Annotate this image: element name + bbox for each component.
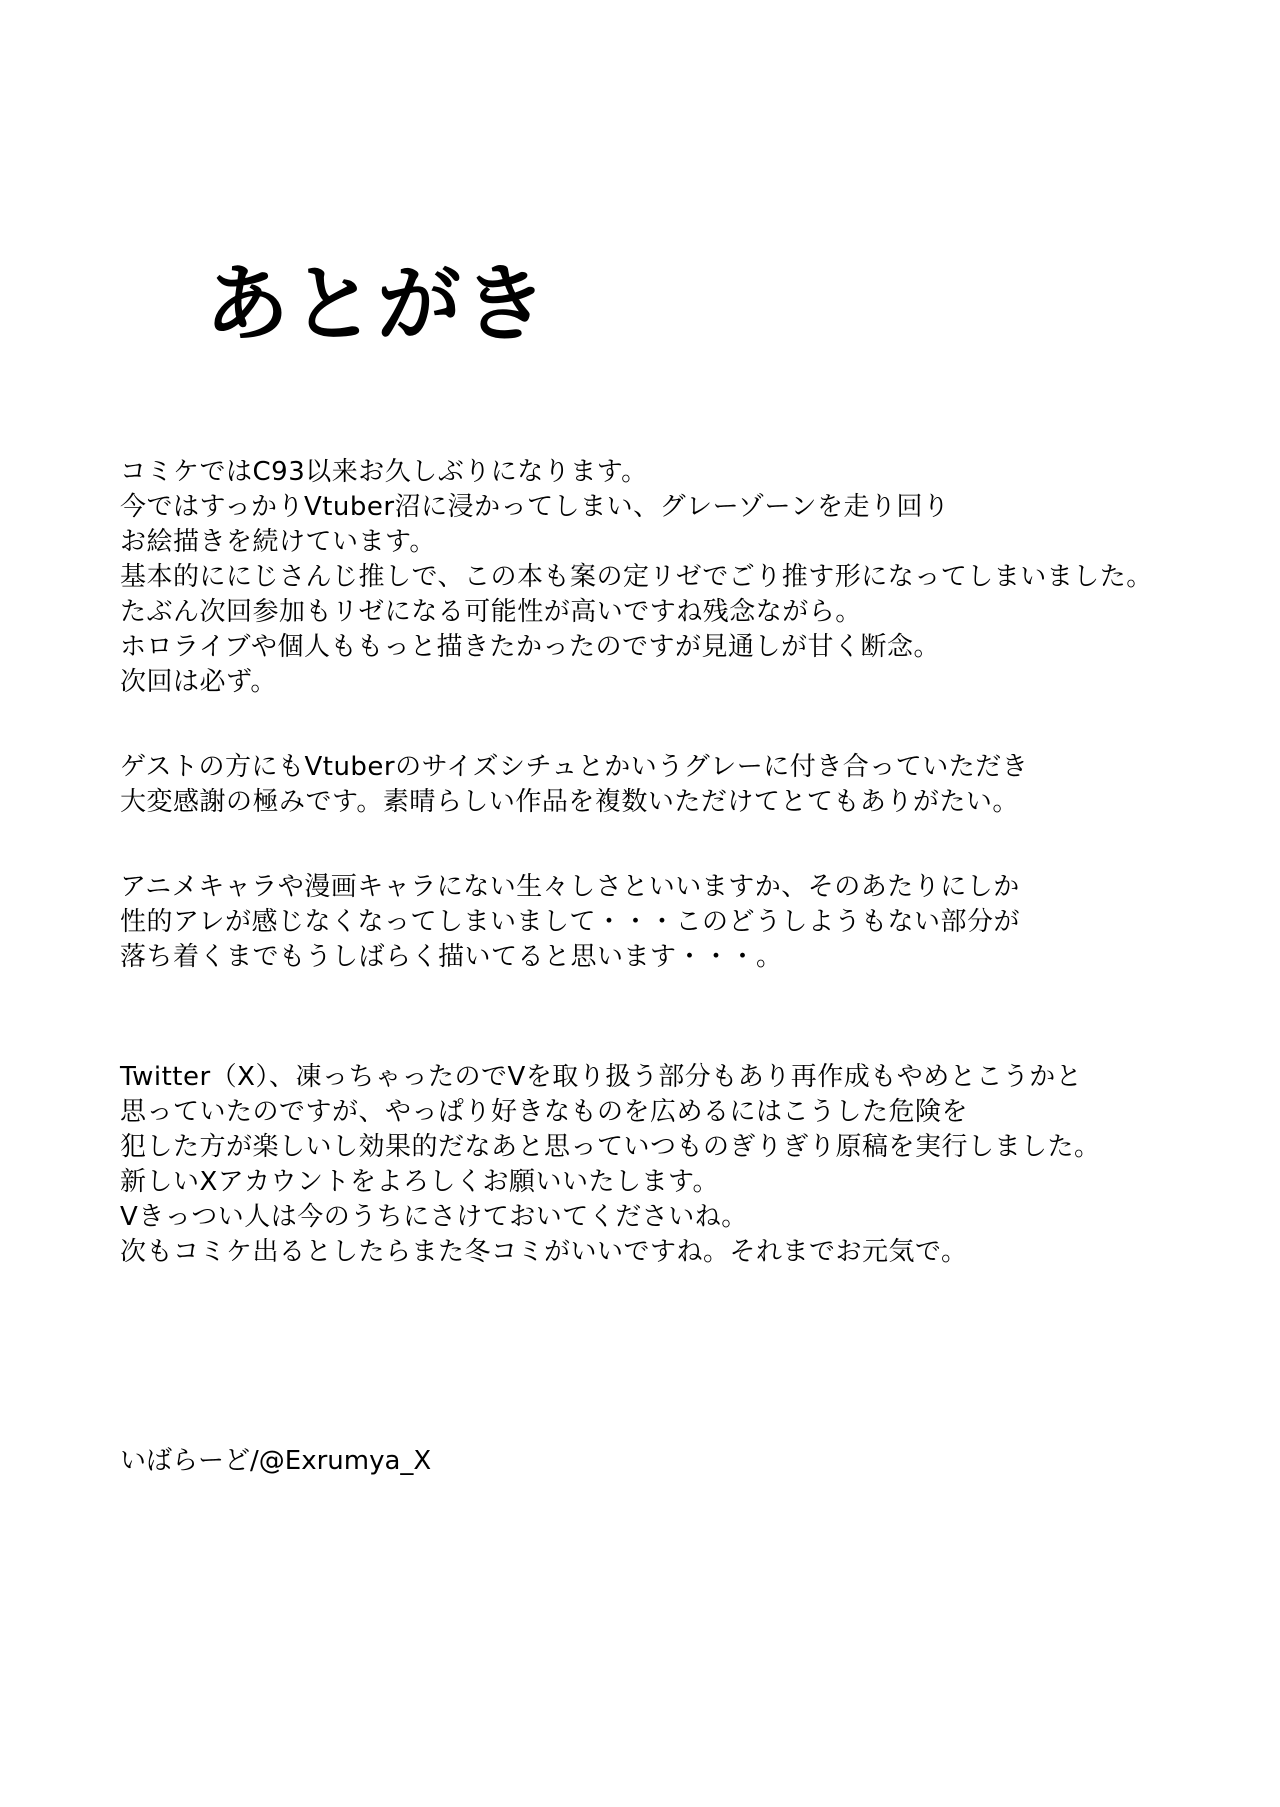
page-title: あとがき <box>205 255 550 353</box>
text-line: Vきっつい人は今のうちにさけておいてくださいね。 <box>120 1202 748 1232</box>
text-line: お絵描きを続けています。 <box>120 527 436 557</box>
text-line: 性的アレが感じなくなってしまいまして・・・このどうしようもない部分が <box>120 907 1020 937</box>
text-line: 犯した方が楽しいし効果的だなあと思っていつものぎりぎり原稿を実行しました。 <box>120 1132 1101 1162</box>
paragraph-4 <box>120 1060 1230 1270</box>
text-line: 落ち着くまでもうしばらく描いてると思います・・・。 <box>120 942 783 972</box>
text-line: Twitter（X）、凍っちゃったのでVを取り扱う部分もあり再作成もやめとこうかと <box>120 1062 1083 1092</box>
paragraph-1 <box>120 455 1230 700</box>
text-line: 基本的ににじさんじ推しで、この本も案の定リゼでごり推す形になってしまいました。 <box>120 562 1153 592</box>
text-line: 次回は必ず。 <box>120 667 277 697</box>
text-line: 大変感謝の極みです。素晴らしい作品を複数いただけてとてもありがたい。 <box>120 787 1019 817</box>
text-line: 新しいXアカウントをよろしくお願いいたします。 <box>120 1167 719 1197</box>
paragraph-3 <box>120 870 1230 975</box>
text-line: コミケではC93以来お久しぶりになります。 <box>120 457 648 487</box>
text-line: 今ではすっかりVtuber沼に浸かってしまい、グレーゾーンを走り回り <box>120 492 950 522</box>
text-line: ゲストの方にもVtuberのサイズシチュとかいうグレーに付き合っていただき <box>120 752 1029 782</box>
text-line: ホロライブや個人ももっと描きたかったのですが見通しが甘く断念。 <box>120 632 940 662</box>
text-line: たぶん次回参加もリゼになる可能性が高いですね残念ながら。 <box>120 597 862 627</box>
author-signature: いばらーど/@Exrumya_X <box>120 1446 432 1476</box>
paragraph-2 <box>120 750 1230 820</box>
text-line: アニメキャラや漫画キャラにない生々しさといいますか、そのあたりにしか <box>120 872 1020 902</box>
text-line: 次もコミケ出るとしたらまた冬コミがいいですね。それまでお元気で。 <box>120 1237 968 1267</box>
text-line: 思っていたのですが、やっぱり好きなものを広めるにはこうした危険を <box>120 1097 969 1127</box>
